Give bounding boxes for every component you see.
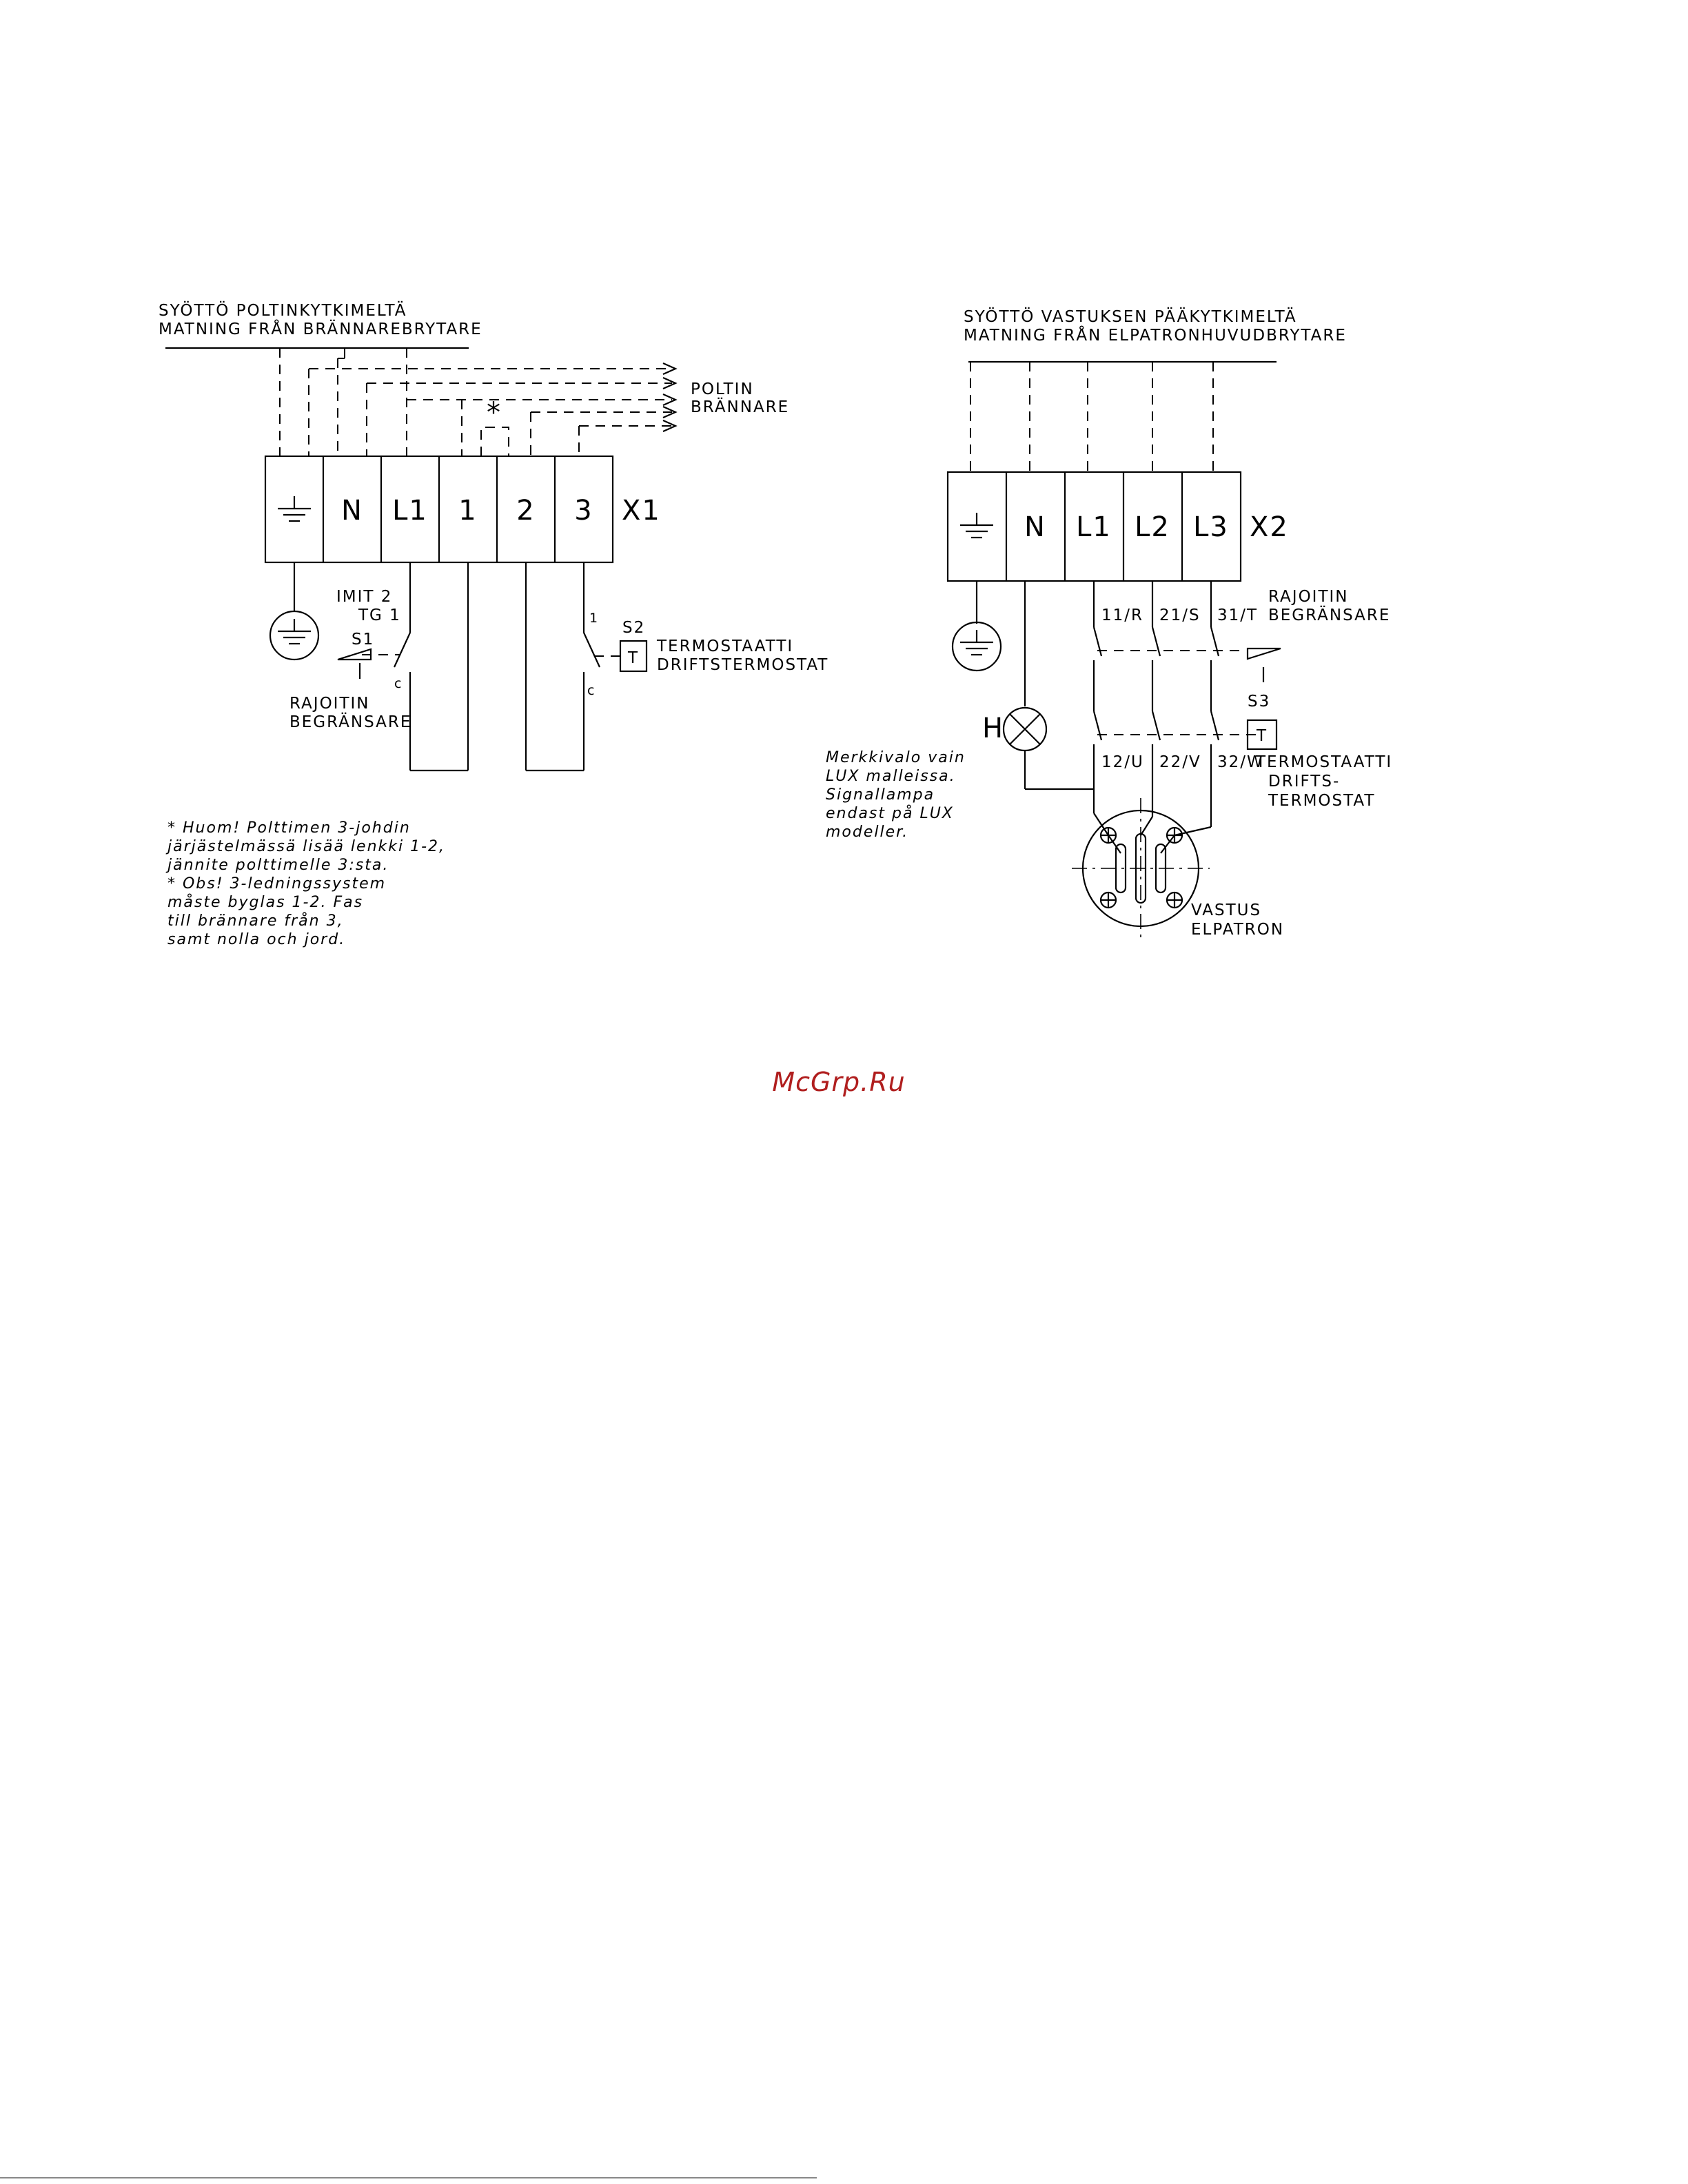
lamp-note: [826, 749, 966, 841]
contact-32w: 32/W: [1217, 753, 1264, 771]
contact-12u: 12/U: [1101, 753, 1144, 771]
s2-pin-1: 1: [589, 611, 598, 626]
thermostat-label-1: TERMOSTAATTI: [1256, 753, 1393, 771]
x1-earth-terminal-icon: [278, 496, 311, 521]
contact-22v: 22/V: [1159, 753, 1201, 771]
x2-terminal-l3: L3: [1193, 511, 1229, 543]
limiter-s3-symbol: [1248, 649, 1281, 659]
left-earth-symbol: [270, 611, 318, 660]
s2-common-label: c: [587, 683, 595, 698]
note-line: järjästelmässä lisää lenkki 1-2,: [167, 838, 446, 855]
contact-21s: 21/S: [1159, 606, 1201, 624]
thermostat-label-3: TERMOSTAT: [1268, 792, 1376, 810]
x2-terminal-n: N: [1024, 511, 1046, 543]
right-supply-sv: MATNING FRÅN ELPATRONHUVUDBRYTARE: [964, 327, 1347, 345]
element-label-sv: ELPATRON: [1191, 921, 1285, 939]
burner-label-fi: POLTIN: [691, 380, 754, 398]
note-line: till brännare från 3,: [167, 912, 344, 930]
right-limiter-sv: BEGRÄNSARE: [1268, 606, 1391, 624]
note-line: * Obs! 3-ledningssystem: [167, 875, 387, 892]
signal-lamp: [1004, 581, 1094, 789]
limiter-pin-1: TG 1: [358, 606, 401, 624]
note-line: jännite polttimelle 3:sta.: [167, 857, 389, 874]
jumper-mark: *: [487, 397, 502, 429]
x2-block-label: X2: [1250, 511, 1289, 543]
x1-terminal-l1: L1: [392, 495, 428, 527]
x2-terminal-l1: L1: [1076, 511, 1112, 543]
x2-earth-terminal-icon: [960, 513, 993, 538]
terminal-block-x2: [948, 472, 1241, 581]
jumper-1-2: [481, 427, 509, 456]
left-circuit: [159, 300, 828, 948]
limiter-label-sv: BEGRÄNSARE: [289, 713, 412, 731]
x1-terminal-2: 2: [516, 495, 536, 527]
s2-t-symbol: T: [627, 649, 640, 667]
left-supply-sv: MATNING FRÅN BRÄNNAREBRYTARE: [159, 320, 482, 338]
right-limiter-fi: RAJOITIN: [1268, 588, 1349, 606]
note-line: samt nolla och jord.: [167, 931, 346, 948]
element-label-fi: VASTUS: [1191, 901, 1262, 919]
left-supply-fi: SYÖTTÖ POLTINKYTKIMELTÄ: [159, 302, 407, 320]
s3-label: S3: [1248, 693, 1271, 711]
right-earth-symbol: [953, 622, 1001, 671]
s1-common-label: c: [394, 676, 402, 691]
left-note: [165, 819, 445, 948]
heating-element: [1072, 798, 1211, 939]
limiter-pin-2: IMIT 2: [336, 588, 393, 606]
watermark: McGrp.Ru: [772, 1067, 906, 1097]
thermostat-label-fi: TERMOSTAATTI: [657, 637, 794, 655]
terminal-block-x1: [265, 456, 613, 562]
contact-11r: 11/R: [1101, 606, 1143, 624]
lamp-note-line: endast på LUX: [826, 805, 954, 822]
lamp-note-line: Signallampa: [826, 786, 935, 804]
note-line: måste byglas 1-2. Fas: [167, 894, 364, 911]
lamp-note-line: LUX malleissa.: [826, 768, 956, 785]
thermostat-label-2: DRIFTS-: [1268, 773, 1341, 790]
note-line: * Huom! Polttimen 3-johdin: [167, 819, 411, 837]
thermostat-label-sv: DRIFTSTERMOSTAT: [657, 656, 829, 674]
burner-label-sv: BRÄNNARE: [691, 398, 790, 416]
x1-terminal-n: N: [341, 495, 363, 527]
x1-terminal-3: 3: [574, 495, 593, 527]
x1-terminal-1: 1: [458, 495, 478, 527]
left-earth-icon: [278, 619, 311, 644]
s2-label: S2: [622, 619, 646, 637]
x1-block-label: X1: [622, 495, 661, 527]
limiter-label-fi: RAJOITIN: [289, 695, 370, 713]
lamp-note-line: modeller.: [826, 824, 909, 841]
right-supply-fi: SYÖTTÖ VASTUKSEN PÄÄKYTKIMELTÄ: [964, 308, 1297, 326]
right-circuit: [826, 307, 1392, 939]
contact-31t: 31/T: [1217, 606, 1259, 624]
lamp-note-line: Merkkivalo vain: [826, 749, 966, 766]
right-earth-icon: [960, 630, 993, 655]
lamp-label: H: [982, 713, 1005, 744]
s1-label: S1: [352, 631, 375, 649]
x2-terminal-l2: L2: [1135, 511, 1170, 543]
s3-t-symbol: T: [1256, 727, 1268, 745]
